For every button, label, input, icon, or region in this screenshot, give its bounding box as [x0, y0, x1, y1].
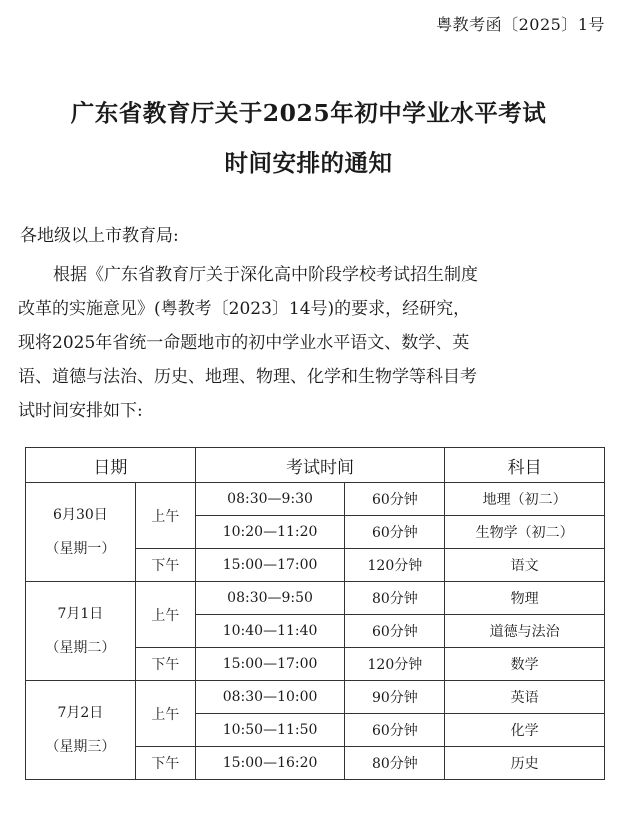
title-line-1: 广东省教育厅关于2025年初中学业水平考试 — [70, 99, 547, 127]
header-subject: 科目 — [445, 448, 605, 483]
time-cell: 10:40—11:40 — [195, 615, 345, 648]
document-title — [0, 88, 617, 188]
subject-cell: 英语 — [445, 681, 605, 714]
duration-cell: 90分钟 — [345, 681, 445, 714]
time-cell: 15:00—17:00 — [195, 648, 345, 681]
table-row — [26, 483, 605, 516]
subject-cell: 生物学（初二） — [445, 516, 605, 549]
date-text: 7月2日 — [57, 705, 104, 721]
duration-cell: 60分钟 — [345, 483, 445, 516]
date-cell — [26, 483, 136, 582]
subject-cell: 道德与法治 — [445, 615, 605, 648]
weekday-text: （星期一） — [45, 541, 116, 557]
body-line: 试时间安排如下: — [18, 401, 143, 421]
period-pm: 下午 — [135, 549, 195, 582]
subject-cell: 数学 — [445, 648, 605, 681]
date-cell — [26, 681, 136, 780]
exam-schedule-table — [25, 447, 605, 780]
period-am: 上午 — [135, 483, 195, 549]
time-cell: 08:30—9:30 — [195, 483, 345, 516]
time-cell: 10:20—11:20 — [195, 516, 345, 549]
title-line-2: 时间安排的通知 — [224, 149, 393, 177]
body-line: 改革的实施意见》(粤教考〔2023〕14号)的要求，经研究， — [18, 299, 471, 319]
duration-cell: 80分钟 — [345, 747, 445, 780]
time-cell: 15:00—16:20 — [195, 747, 345, 780]
salutation: 各地级以上市教育局: — [20, 226, 179, 246]
time-cell: 08:30—10:00 — [195, 681, 345, 714]
time-cell: 10:50—11:50 — [195, 714, 345, 747]
header-date: 日期 — [26, 448, 196, 483]
body-line: 现将2025年省统一命题地市的初中学业水平语文、数学、英 — [18, 333, 470, 353]
date-text: 6月30日 — [53, 507, 108, 523]
weekday-text: （星期三） — [45, 739, 116, 755]
subject-cell: 化学 — [445, 714, 605, 747]
subject-cell: 地理（初二） — [445, 483, 605, 516]
duration-cell: 120分钟 — [345, 648, 445, 681]
period-am: 上午 — [135, 582, 195, 648]
table-row — [26, 681, 605, 714]
body-line: 语、道德与法治、历史、地理、物理、化学和生物学等科目考 — [18, 367, 477, 387]
duration-cell: 120分钟 — [345, 549, 445, 582]
date-text: 7月1日 — [57, 606, 104, 622]
document-number: 粤教考函〔2025〕1号 — [436, 15, 605, 34]
header-exam-time: 考试时间 — [195, 448, 445, 483]
time-cell: 15:00—17:00 — [195, 549, 345, 582]
date-cell — [26, 582, 136, 681]
subject-cell: 语文 — [445, 549, 605, 582]
table-row — [26, 582, 605, 615]
time-cell: 08:30—9:50 — [195, 582, 345, 615]
period-pm: 下午 — [135, 747, 195, 780]
duration-cell: 60分钟 — [345, 615, 445, 648]
period-am: 上午 — [135, 681, 195, 747]
duration-cell: 80分钟 — [345, 582, 445, 615]
period-pm: 下午 — [135, 648, 195, 681]
subject-cell: 物理 — [445, 582, 605, 615]
table-header-row — [26, 448, 605, 483]
weekday-text: （星期二） — [45, 640, 116, 656]
body-line: 根据《广东省教育厅关于深化高中阶段学校考试招生制度 — [53, 265, 478, 285]
duration-cell: 60分钟 — [345, 516, 445, 549]
body-paragraph — [18, 258, 606, 428]
duration-cell: 60分钟 — [345, 714, 445, 747]
subject-cell: 历史 — [445, 747, 605, 780]
